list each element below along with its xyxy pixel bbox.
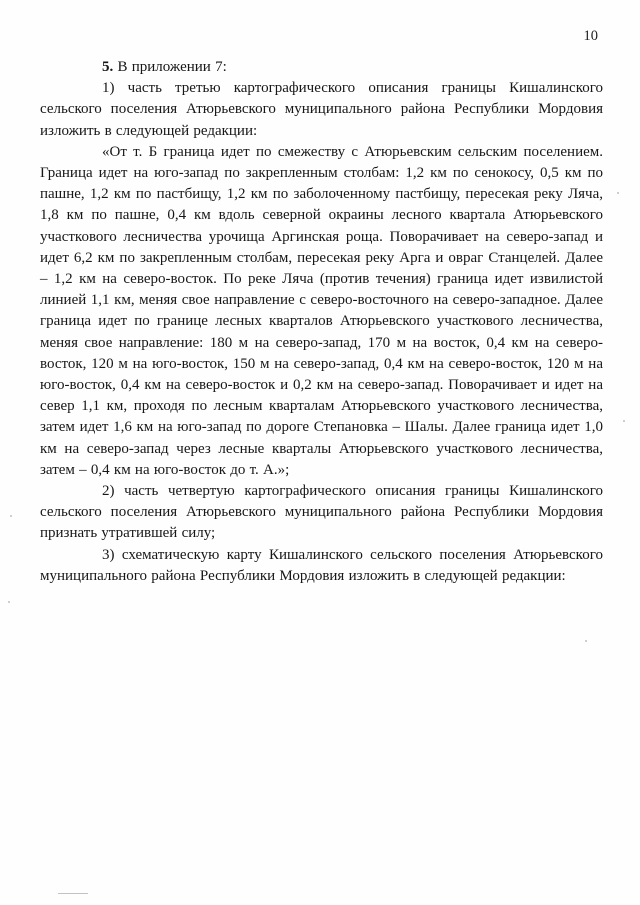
- clause-5-intro: [40, 57, 603, 78]
- scan-artifact-line: [58, 893, 88, 894]
- document-body: [40, 57, 603, 587]
- subclause-3-text: 3) схематическую карту Кишалинского сельского поселения Атюрьевского муниципального района Республики Мордовия изложить в следующей редакции:: [40, 546, 603, 584]
- clause-5-intro-text: В приложении 7:: [113, 59, 227, 75]
- page-number: 10: [583, 28, 598, 44]
- clause-5-number: 5.: [102, 59, 114, 75]
- scan-speck: [8, 601, 10, 603]
- boundary-description-text: «От т. Б граница идет по смежеству с Атюрьевским сельским поселением. Граница идет на юго-запад по закрепленным столбам: 1,2 км по сенокосу, 0,5 км по пашне, 1,2 км по пастбищу, 1,2 км по заболоченному пастбищу, пересекая реку Ляча, 1,8 км по пашне, 0,4 км вдоль северной окраины лесного квартала Атюрьевского участкового лесничества урочища Аргинская роща. Поворачивает на северо-запад и идет 6,2 км по закрепленным столбам, пересекая реку Арга и овраг Станцелей. Далее – 1,2 км на северо-восток. По реке Ляча (против течения) граница идет извилистой линией 1,1 км, меняя свое направление с северо-восточного на северо-западное. Далее граница идет по границе лесных кварталов Атюрьевского участкового лесничества, меняя свое направление: 180 м на северо-запад, 170 м на восток, 0,4 км на северо-восток, 120 м на юго-восток, 150 м на северо-запад, 0,4 км на северо-восток, 120 м на юго-восток, 0,4 км на северо-восток и 0,2 км на северо-запад. Поворачивает и идет на север 1,1 км, проходя по лесным кварталам Атюрьевского участкового лесничества, затем идет 1,6 км на юго-запад по дороге Степановка – Шалы. Далее граница идет 1,0 км на северо-запад через лесные кварталы Атюрьевского участкового лесничества, затем – 0,4 км на юго-восток до т. А.»;: [40, 143, 603, 478]
- subclause-1-text: 1) часть третью картографического описания границы Кишалинского сельского поселения Атюрьевского муниципального района Республики Мордовия изложить в следующей редакции:: [40, 80, 603, 139]
- scan-speck: [623, 420, 625, 422]
- subclause-2-text: 2) часть четвертую картографического описания границы Кишалинского сельского поселения Атюрьевского муниципального района Республики Мордовия признать утратившей силу;: [40, 483, 603, 542]
- scan-speck: [585, 640, 587, 642]
- scan-speck: [617, 192, 619, 194]
- scan-speck: [10, 515, 12, 517]
